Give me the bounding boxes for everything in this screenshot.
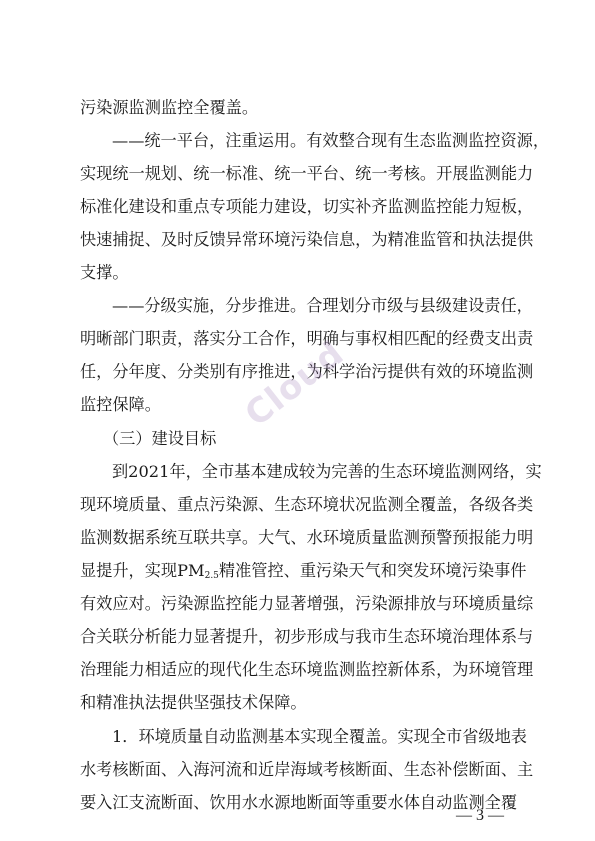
pm-continuation: 精准管控、重污染天气和突发环境污染事件 [218, 561, 527, 580]
paragraph-line: 明晰部门职责，落实分工合作，明确与事权相匹配的经费支出责 [80, 329, 534, 348]
pm-text: 显提升，实现PM [80, 561, 205, 580]
paragraph-line: 要入江支流断面、饮用水水源地断面等重要水体自动监测全覆 [80, 793, 518, 812]
watermark-logo: Cloud [237, 333, 352, 435]
paragraph-line: 任，分年度、分类别有序推进，为科学治污提供有效的环境监测 [80, 362, 534, 381]
paragraph-line: 实现统一规划、统一标准、统一平台、统一考核。开展监测能力 [80, 164, 534, 183]
paragraph-line: 标准化建设和重点专项能力建设，切实补齐监测监控能力短板， [80, 197, 534, 216]
paragraph-line: 合关联分析能力显著提升，初步形成与我市生态环境治理体系与 [80, 627, 534, 646]
paragraph-line: 支撑。 [80, 263, 129, 282]
paragraph-line: 监控保障。 [80, 395, 161, 414]
page-number: — 3 — [456, 807, 504, 824]
principle-heading-unified-platform: ——统一平台，注重运用。有效整合现有生态监测监控资源， [112, 131, 550, 150]
principle-heading-graded-implementation: ——分级实施，分步推进。合理划分市级与县级建设责任， [112, 296, 533, 315]
paragraph-line: 有效应对。污染源监控能力显著增强，污染源排放与环境质量综 [80, 594, 534, 613]
paragraph-line-pm25 [80, 560, 527, 587]
paragraph-line: 监测数据系统互联共享。大气、水环境质量监测预警预报能力明 [80, 528, 534, 547]
section-heading: （三）建设目标 [103, 429, 217, 448]
paragraph-line: 现环境质量、重点污染源、生态环境状况监测全覆盖，各级各类 [80, 495, 534, 514]
paragraph-line: 水考核断面、入海河流和近岸海域考核断面、生态补偿断面、主 [80, 760, 534, 779]
paragraph-line: 污染源监测监控全覆盖。 [80, 98, 259, 117]
paragraph-line: 治理能力相适应的现代化生态环境监测监控新体系，为环境管理 [80, 660, 534, 679]
paragraph-line: 和精准执法提供坚强技术保障。 [80, 693, 307, 712]
pm-subscript: 2.5 [204, 571, 219, 581]
paragraph-line: 到2021年，全市基本建成较为完善的生态环境监测网络，实 [112, 462, 542, 481]
paragraph-line: 快速捕捉、及时反馈异常环境污染信息，为精准监管和执法提供 [80, 230, 534, 249]
numbered-item-heading: 1．环境质量自动监测基本实现全覆盖。实现全市省级地表 [112, 727, 527, 746]
